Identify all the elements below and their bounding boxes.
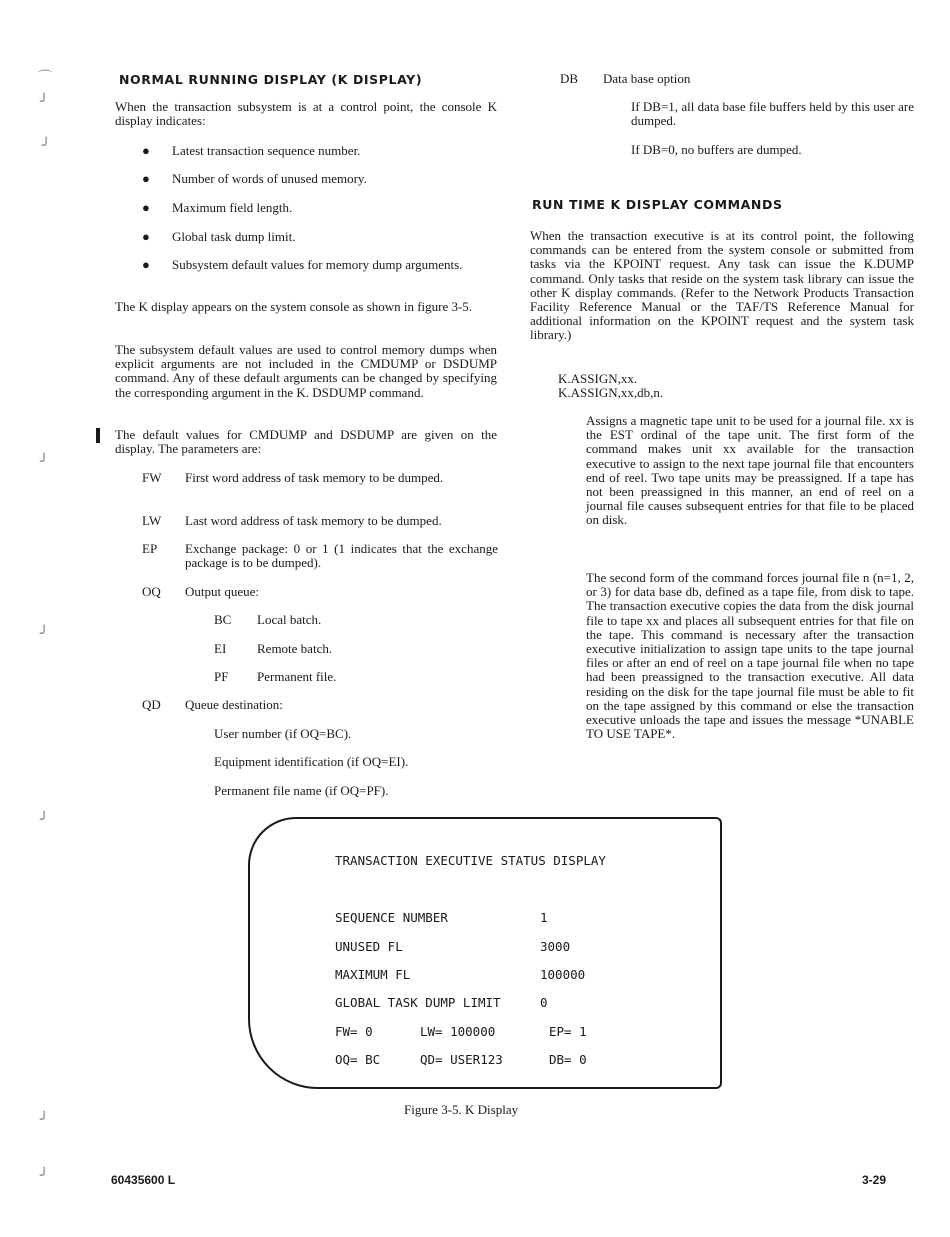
display-qd: QD= USER123 xyxy=(420,1052,503,1067)
display-row-label: UNUSED FL xyxy=(335,939,403,954)
param-oq xyxy=(142,585,498,601)
oq-value-pf xyxy=(214,670,494,686)
display-db: DB= 0 xyxy=(549,1052,587,1067)
margin-mark: ╯ xyxy=(42,139,51,154)
bullet-icon: ● xyxy=(142,229,150,244)
param-desc: First word address of task memory to be dumped. xyxy=(185,470,444,485)
list-item-text: Global task dump limit. xyxy=(172,229,296,244)
display-title: TRANSACTION EXECUTIVE STATUS DISPLAY xyxy=(335,853,606,868)
db-code: DB xyxy=(560,71,579,86)
assign-paragraph-2: The second form of the command forces journal file n (n=1, 2, or 3) for data base db, defined as a tape file, from disk to tape. The transaction executive copies the data from the disk journal file to tape xx and places all subsequent entries for that file on the tape. This command is necessary after the transaction executive initialization to assign tape units to the tape journal files or after an end of reel on a tape journal file when no tape had been preassigned to the transaction executive. All data residing on the disk for the tape journal file must be able to fit on the tape assigned by this command or else the transaction executive unloads the tape and issues the message *UNABLE TO USE TAPE*. xyxy=(586,570,914,742)
display-paragraph: The K display appears on the system console as shown in figure 3-5. xyxy=(115,299,473,314)
k-display-figure xyxy=(248,817,722,1089)
display-oq: OQ= BC xyxy=(335,1052,381,1067)
defaults-paragraph: The subsystem default values are used to control memory dumps when explicit arguments are not included in the CMDUMP or DSDUMP command. Any of these default arguments can be changed by specifying the corresponding argument in the K. DSDUMP command. xyxy=(115,342,497,400)
param-ep xyxy=(142,542,498,572)
list-item-text: Number of words of unused memory. xyxy=(172,171,367,186)
list-item-text: Latest transaction sequence number. xyxy=(172,143,361,158)
display-row-value: 100000 xyxy=(540,967,586,982)
params-paragraph: The default values for CMDUMP and DSDUMP are given on the display. The parameters are: xyxy=(115,427,497,457)
oq-desc: Local batch. xyxy=(257,612,322,627)
param-code: FW xyxy=(142,470,162,485)
param-fw xyxy=(142,471,498,501)
display-lw: LW= 100000 xyxy=(420,1024,496,1039)
display-fw: FW= 0 xyxy=(335,1024,373,1039)
display-row-label: SEQUENCE NUMBER xyxy=(335,910,448,925)
command-assign-1: K.ASSIGN,xx. xyxy=(558,371,638,386)
param-desc: Queue destination: xyxy=(185,697,283,712)
oq-code: BC xyxy=(214,612,232,627)
bullet-icon: ● xyxy=(142,200,150,215)
oq-code: EI xyxy=(214,641,227,656)
oq-value-bc xyxy=(214,613,494,629)
display-ep: EP= 1 xyxy=(549,1024,587,1039)
param-lw xyxy=(142,514,498,530)
margin-mark: ╯ xyxy=(40,455,49,470)
margin-mark: ╯ xyxy=(40,627,49,642)
param-code: OQ xyxy=(142,584,161,599)
intro-paragraph: When the transaction subsystem is at a control point, the console K display indicates: xyxy=(115,99,497,129)
run-time-intro-paragraph: When the transaction executive is at its control point, the following commands can be entered from the system console or submitted from tasks via the KPOINT request. Any task can issue the K.DUMP command. Only tasks that reside on the system task library can issue the other K display commands. (Refer to the Network Products Transaction Facility Reference Manual or the TAF/TS Reference Manual for additional information on the KPOINT request and the system task library.) xyxy=(530,228,914,343)
margin-mark: ╯ xyxy=(40,1113,49,1128)
margin-mark: ╯ xyxy=(40,95,49,110)
footer-doc-number: 60435600 L xyxy=(111,1173,176,1187)
param-code: QD xyxy=(142,697,161,712)
oq-desc: Remote batch. xyxy=(257,641,333,656)
qd-value: Permanent file name (if OQ=PF). xyxy=(214,783,389,798)
qd-value: User number (if OQ=BC). xyxy=(214,726,352,741)
oq-value-ei xyxy=(214,642,494,658)
bullet-icon: ● xyxy=(142,257,150,272)
list-item-text: Subsystem default values for memory dump arguments. xyxy=(172,257,463,272)
db-1-paragraph: If DB=1, all data base file buffers held by this user are dumped. xyxy=(631,99,914,129)
bullet-icon: ● xyxy=(142,171,150,186)
display-row-value: 3000 xyxy=(540,939,571,954)
oq-desc: Permanent file. xyxy=(257,669,337,684)
param-code: LW xyxy=(142,513,162,528)
assign-paragraph-1: Assigns a magnetic tape unit to be used for a journal file. xx is the EST ordinal of the tape unit. The first form of the command makes unit xx available for the transaction executive to assign to the next tape journal file that encounters end of reel. Two tape units may be preassigned. If a tape has not been preassigned in this manner, an end of reel on a journal file causes subsequent entries for that file to be placed on disk. xyxy=(586,413,914,528)
margin-mark: ╯ xyxy=(40,813,49,828)
param-desc: Output queue: xyxy=(185,584,260,599)
display-row-label: GLOBAL TASK DUMP LIMIT xyxy=(335,995,501,1010)
section-heading-run-time-commands: RUN TIME K DISPLAY COMMANDS xyxy=(532,197,783,212)
change-bar xyxy=(96,428,100,443)
margin-mark: ⌒ xyxy=(38,71,52,86)
param-desc: Exchange package: 0 or 1 (1 indicates that the exchange package is to be dumped). xyxy=(185,541,498,571)
display-row-label: MAXIMUM FL xyxy=(335,967,411,982)
display-row-value: 1 xyxy=(540,910,548,925)
section-heading-normal-running-display: NORMAL RUNNING DISPLAY (K DISPLAY) xyxy=(119,72,423,87)
command-assign-2: K.ASSIGN,xx,db,n. xyxy=(558,385,664,400)
footer-page-number: 3-29 xyxy=(862,1173,887,1187)
param-qd xyxy=(142,698,498,714)
list-item-text: Maximum field length. xyxy=(172,200,293,215)
display-row-value: 0 xyxy=(540,995,548,1010)
qd-value: Equipment identification (if OQ=EI). xyxy=(214,754,409,769)
oq-code: PF xyxy=(214,669,229,684)
db-title: Data base option xyxy=(603,71,691,86)
param-code: EP xyxy=(142,541,158,556)
margin-mark: ╯ xyxy=(40,1169,49,1184)
param-desc: Last word address of task memory to be dumped. xyxy=(185,513,442,528)
figure-caption: Figure 3-5. K Display xyxy=(404,1102,519,1117)
bullet-icon: ● xyxy=(142,143,150,158)
db-0-paragraph: If DB=0, no buffers are dumped. xyxy=(631,142,802,157)
